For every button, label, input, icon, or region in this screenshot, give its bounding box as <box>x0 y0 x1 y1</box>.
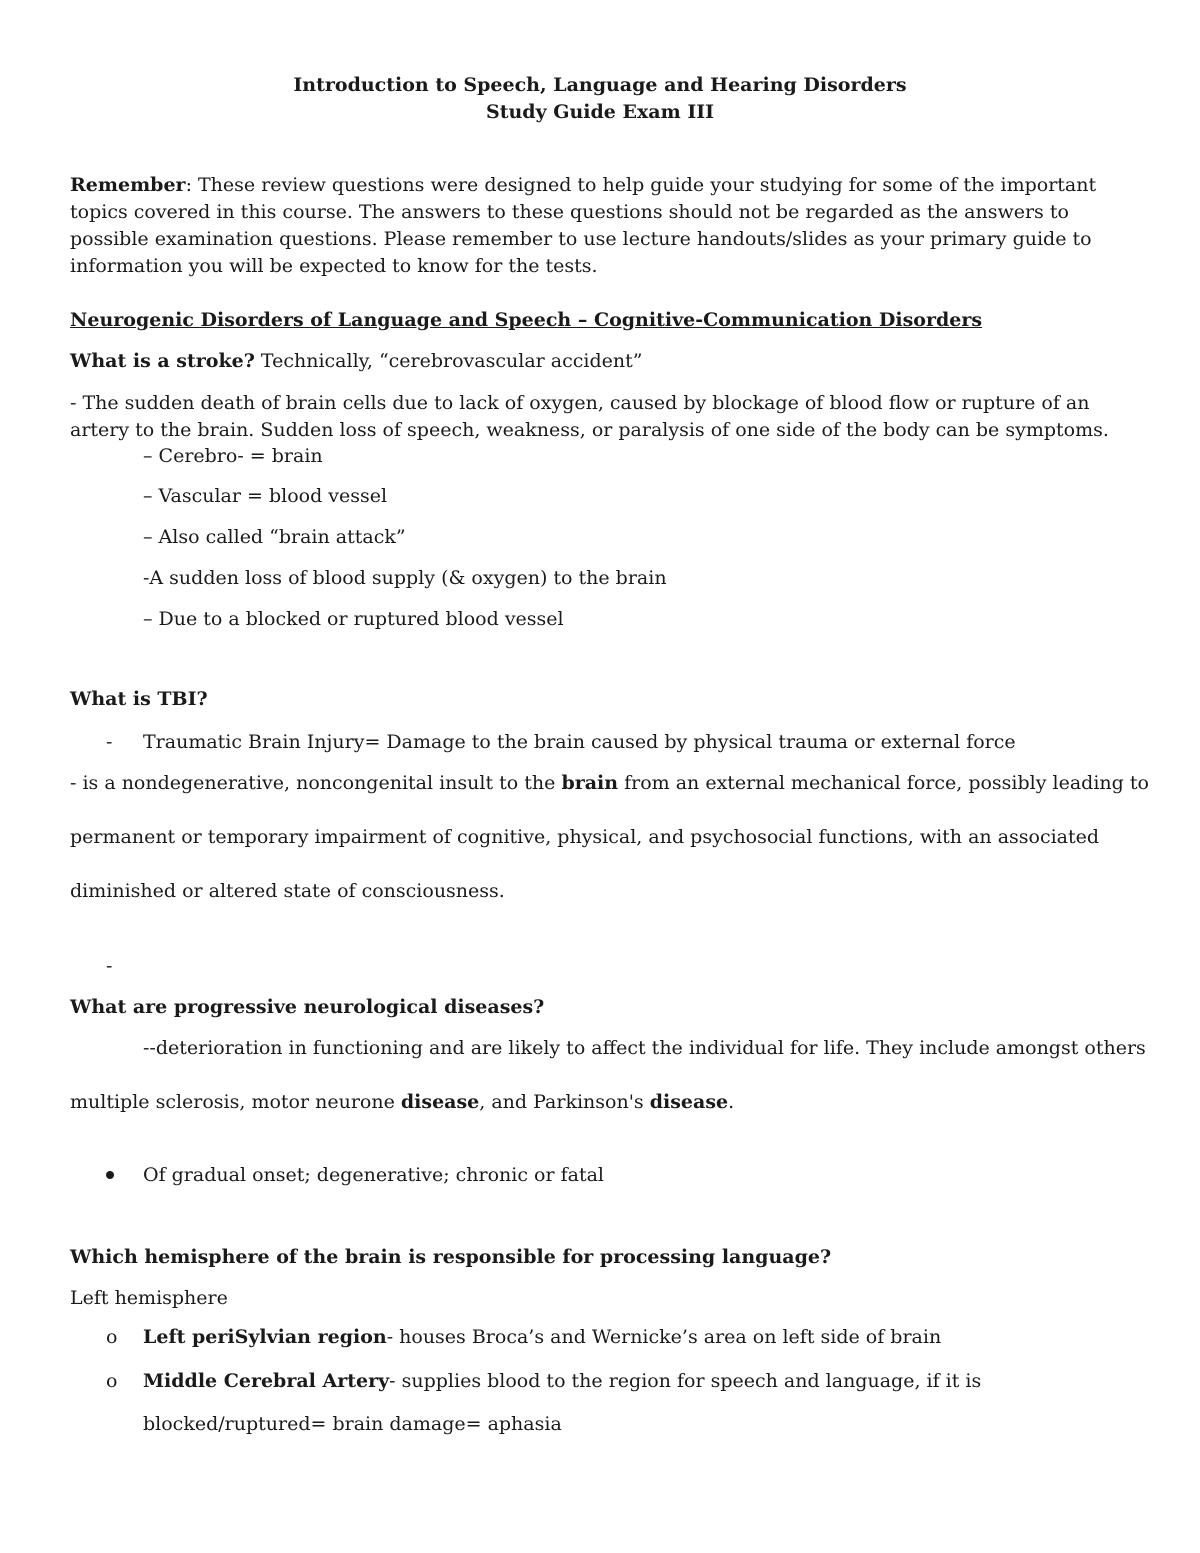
progressive-line-1: --deterioration in functioning and are likely to affect the individual for life. They include amongst others <box>143 1037 1146 1059</box>
remember-paragraph <box>70 172 1140 280</box>
stroke-item: -A sudden loss of blood supply (& oxygen) to the brain <box>143 567 667 589</box>
tbi-question: What is TBI? <box>70 688 208 710</box>
circle-bullet-icon: o <box>106 1326 118 1348</box>
tbi-text: from an external mechanical force, possibly leading to <box>618 772 1149 794</box>
progressive-bold-term: disease <box>400 1091 480 1113</box>
remember-label: Remember <box>70 174 186 196</box>
tbi-definition-line-3: diminished or altered state of consciousness. <box>70 880 505 902</box>
progressive-bullet: Of gradual onset; degenerative; chronic or fatal <box>143 1164 605 1186</box>
hemisphere-question: Which hemisphere of the brain is responsible for processing language? <box>70 1246 832 1268</box>
stroke-question: What is a stroke? <box>70 350 255 372</box>
document-subtitle: Study Guide Exam III <box>486 101 714 123</box>
tbi-text: - is a nondegenerative, noncongenital insult to the <box>70 772 562 794</box>
hemisphere-item-term: Left periSylvian region <box>143 1326 387 1348</box>
stroke-item: – Due to a blocked or ruptured blood vessel <box>143 608 564 630</box>
circle-bullet-icon: o <box>106 1370 118 1392</box>
progressive-question: What are progressive neurological diseases? <box>70 996 545 1018</box>
tbi-definition-line-1 <box>70 772 1149 794</box>
tbi-item: Traumatic Brain Injury= Damage to the brain caused by physical trauma or external force <box>143 731 1016 753</box>
stroke-definition: - The sudden death of brain cells due to lack of oxygen, caused by blockage of blood flow or rupture of an artery to the brain. Sudden loss of speech, weakness, or paralysis of one side of the body can be symptoms. <box>70 392 1109 441</box>
progressive-text: multiple sclerosis, motor neurone <box>70 1091 401 1113</box>
hemisphere-item-2-continued: blocked/ruptured= brain damage= aphasia <box>143 1413 562 1435</box>
hemisphere-item-text: - supplies blood to the region for speech and language, if it is <box>389 1370 982 1392</box>
document-title: Introduction to Speech, Language and Hearing Disorders <box>293 74 907 96</box>
tbi-bold-term: brain <box>561 772 619 794</box>
remember-text: : These review questions were designed to help guide your studying for some of the important topics covered in this course. The answers to these questions should not be regarded as the answers to possible examination questions. Please remember to use lecture handouts/slides as your primary guide to information you will be expected to know for the tests. <box>70 174 1097 277</box>
progressive-text: . <box>728 1091 735 1113</box>
stroke-item: – Also called “brain attack” <box>143 526 406 548</box>
hemisphere-item-term: Middle Cerebral Artery <box>143 1370 390 1392</box>
stroke-item: – Cerebro- = brain <box>143 445 323 467</box>
bullet-dot-icon <box>106 1171 114 1179</box>
stroke-item: – Vascular = blood vessel <box>143 485 388 507</box>
hemisphere-item-text: - houses Broca’s and Wernicke’s area on left side of brain <box>386 1326 942 1348</box>
empty-dash: - <box>106 955 113 977</box>
progressive-line-2 <box>70 1091 734 1113</box>
stroke-question-tail: Technically, “cerebrovascular accident” <box>254 350 643 372</box>
stroke-question-line <box>70 350 642 372</box>
progressive-text: , and Parkinson's <box>479 1091 650 1113</box>
section-heading: Neurogenic Disorders of Language and Speech – Cognitive-Communication Disorders <box>70 309 983 331</box>
tbi-definition-line-2: permanent or temporary impairment of cognitive, physical, and psychosocial functions, with an associated <box>70 826 1100 848</box>
progressive-bold-term: disease <box>649 1091 729 1113</box>
hemisphere-item-1 <box>143 1326 941 1348</box>
hemisphere-item-2 <box>143 1370 981 1392</box>
tbi-dash: - <box>106 731 113 753</box>
hemisphere-answer: Left hemisphere <box>70 1287 228 1309</box>
